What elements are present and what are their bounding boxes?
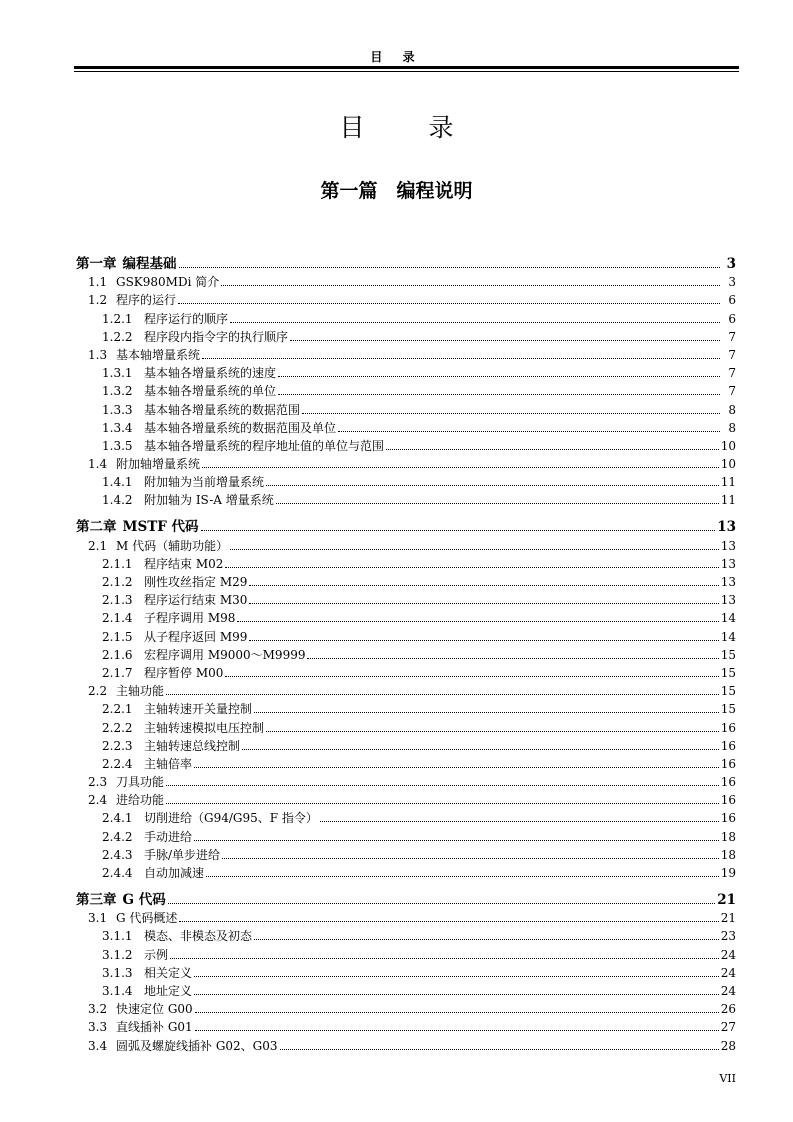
toc-entry[interactable]: [76, 698, 736, 716]
toc-entry[interactable]: [76, 907, 736, 925]
toc-entry-title: 附加轴增量系统: [116, 457, 201, 472]
toc-entry-page: 16: [720, 793, 736, 808]
toc-entry-title: 程序暂停 M00: [144, 665, 224, 680]
toc-entry[interactable]: [76, 962, 736, 980]
toc-entry-page: 6: [728, 311, 736, 326]
toc-entry-title: 快速定位 G00: [116, 1002, 193, 1017]
toc-entry-page: 15: [720, 702, 736, 717]
toc-entry[interactable]: [76, 753, 736, 771]
toc-entry-page: 24: [720, 965, 736, 980]
toc-entry-page: 24: [720, 983, 736, 998]
toc-entry[interactable]: [76, 307, 736, 325]
toc-entry-title: G 代码概述: [116, 911, 178, 926]
toc-entry-number: 2.4: [88, 793, 108, 808]
toc-entry-title: 主轴转速模拟电压控制: [144, 720, 265, 735]
toc-leader-dots: [320, 821, 719, 822]
toc-entry-number: 2.1: [88, 538, 108, 553]
toc-entry-page: 15: [720, 647, 736, 662]
toc-entry-title: 示例: [144, 947, 169, 962]
toc-entry-page: 13: [720, 538, 736, 553]
toc-leader-dots: [237, 621, 718, 622]
toc-entry-page: 6: [728, 293, 736, 308]
toc-entry[interactable]: [76, 807, 736, 825]
toc-entry[interactable]: [76, 980, 736, 998]
toc-leader-dots: [302, 413, 720, 414]
toc-entry[interactable]: [76, 271, 736, 289]
toc-entry-title: 程序段内指令字的执行顺序: [144, 329, 289, 344]
toc-entry[interactable]: [76, 398, 736, 416]
toc-entry-number: 2.2: [88, 684, 108, 699]
header-rule-thick: [74, 66, 739, 69]
toc-entry-number: 2.4.1: [102, 811, 133, 826]
toc-entry-page: 14: [720, 611, 736, 626]
toc-leader-dots: [249, 640, 718, 641]
toc-entry-number: 2.1.3: [102, 593, 133, 608]
toc-entry-title: 程序运行的顺序: [144, 311, 229, 326]
toc-entry-number: 2.4.3: [102, 847, 133, 862]
toc-entry[interactable]: [76, 789, 736, 807]
toc-entry-number: 3.1.1: [102, 929, 133, 944]
toc-leader-dots: [166, 785, 719, 786]
toc-entry-title: MSTF 代码: [122, 519, 199, 536]
toc-leader-dots: [222, 858, 719, 859]
toc-entry[interactable]: [76, 1034, 736, 1052]
toc-entry-page: 16: [720, 756, 736, 771]
toc-entry[interactable]: [76, 943, 736, 961]
toc-entry-number: 3.1: [88, 911, 108, 926]
toc-entry-title: 基本轴各增量系统的速度: [144, 366, 277, 381]
toc-entry-title: GSK980MDi 简介: [116, 275, 220, 290]
toc-entry-title: 地址定义: [144, 983, 193, 998]
toc-leader-dots: [166, 694, 719, 695]
toc-entry-number: 1.4.1: [102, 475, 133, 490]
toc-entry-title: 基本轴各增量系统的程序地址值的单位与范围: [144, 438, 385, 453]
toc-entry-page: 8: [728, 420, 736, 435]
toc-leader-dots: [280, 1049, 719, 1050]
toc-entry-number: 2.4.2: [102, 829, 133, 844]
toc-entry-title: 程序结束 M02: [144, 556, 224, 571]
toc-entry[interactable]: [76, 417, 736, 435]
toc-entry-page: 13: [720, 575, 736, 589]
toc-entry-page: 7: [728, 329, 736, 344]
toc-leader-dots: [276, 503, 719, 504]
toc-entry-title: 模态、非模态及初态: [144, 929, 253, 944]
toc-leader-dots: [278, 376, 720, 377]
toc-entry-page: 7: [728, 347, 736, 362]
table-of-contents: [76, 244, 736, 1053]
toc-leader-dots: [266, 485, 719, 486]
toc-leader-dots: [225, 676, 718, 677]
toc-entry-number: 2.1.2: [102, 575, 133, 589]
toc-entry-number: 1.4.2: [102, 493, 133, 508]
toc-entry[interactable]: [76, 471, 736, 489]
toc-entry-page: 11: [720, 475, 736, 490]
toc-entry-page: 27: [720, 1020, 736, 1035]
toc-entry-page: 16: [720, 720, 736, 735]
toc-entry-title: 程序的运行: [116, 293, 177, 308]
toc-entry[interactable]: [76, 380, 736, 398]
page-title: 目 录: [339, 113, 482, 142]
toc-entry-page: 16: [720, 738, 736, 753]
toc-entry[interactable]: [76, 362, 736, 380]
toc-entry-number: 2.1.5: [102, 629, 133, 644]
toc-chapter-entry[interactable]: [76, 507, 736, 534]
toc-entry-title: 相关定义: [144, 965, 193, 980]
toc-entry[interactable]: [76, 553, 736, 571]
toc-leader-dots: [178, 303, 720, 304]
toc-leader-dots: [338, 431, 720, 432]
toc-leader-dots: [179, 921, 718, 922]
toc-entry-number: 3.4: [88, 1038, 108, 1053]
toc-entry[interactable]: [76, 998, 736, 1016]
toc-entry-number: 2.1.4: [102, 611, 133, 626]
toc-entry-number: 3.1.4: [102, 983, 133, 998]
toc-entry-page: 21: [717, 892, 736, 908]
toc-entry-page: 10: [720, 457, 736, 472]
toc-entry[interactable]: [76, 489, 736, 507]
toc-leader-dots: [206, 876, 719, 877]
toc-entry[interactable]: [76, 644, 736, 662]
toc-leader-dots: [290, 340, 720, 341]
toc-entry[interactable]: [76, 625, 736, 643]
toc-entry-page: 3: [726, 256, 736, 272]
toc-leader-dots: [249, 585, 718, 586]
toc-entry-page: 14: [720, 629, 736, 644]
toc-entry-title: 自动加减速: [144, 866, 205, 880]
toc-entry-page: 16: [720, 811, 736, 826]
toc-leader-dots: [242, 749, 719, 750]
toc-leader-dots: [230, 549, 719, 550]
toc-entry-number: 2.2.2: [102, 720, 133, 735]
toc-entry[interactable]: [76, 844, 736, 862]
toc-chapter-entry[interactable]: [76, 244, 736, 271]
toc-entry-number: 3.1.3: [102, 965, 133, 980]
toc-leader-dots: [179, 267, 721, 268]
toc-entry[interactable]: [76, 825, 736, 843]
toc-chapter-entry[interactable]: [76, 880, 736, 907]
toc-entry-title: 进给功能: [116, 793, 165, 808]
toc-leader-dots: [278, 394, 720, 395]
toc-entry-title: 刀具功能: [116, 775, 165, 790]
toc-leader-dots: [201, 530, 716, 531]
toc-entry-number: 2.4.4: [102, 866, 133, 880]
toc-leader-dots: [225, 567, 718, 568]
toc-entry-number: 1.3.4: [102, 420, 133, 435]
toc-entry-number: 3.3: [88, 1020, 108, 1035]
toc-entry-title: 手动进给: [144, 829, 193, 844]
running-header: 目 录: [370, 50, 423, 64]
toc-entry[interactable]: [76, 289, 736, 307]
toc-entry-title: 基本轴各增量系统的数据范围: [144, 402, 301, 417]
toc-entry[interactable]: [76, 862, 736, 880]
toc-entry-number: 1.4: [88, 457, 108, 472]
toc-entry[interactable]: [76, 534, 736, 552]
toc-entry-number: 3.2: [88, 1002, 108, 1017]
toc-entry-page: 13: [720, 593, 736, 608]
toc-entry-title: M 代码（辅助功能）: [116, 538, 229, 553]
toc-entry-title: 基本轴各增量系统的单位: [144, 384, 277, 399]
toc-leader-dots: [194, 994, 719, 995]
toc-entry-page: 7: [728, 384, 736, 399]
toc-entry-number: 3.1.2: [102, 947, 133, 962]
toc-entry-number: 2.2.1: [102, 702, 133, 717]
toc-entry-title: 刚性攻丝指定 M29: [144, 575, 248, 589]
toc-entry[interactable]: [76, 680, 736, 698]
toc-leader-dots: [166, 803, 719, 804]
toc-entry-title: 主轴功能: [116, 684, 165, 699]
toc-entry-title: 切削进给（G94/G95、F 指令）: [144, 811, 318, 826]
toc-entry-title: 主轴转速开关量控制: [144, 702, 253, 717]
header-rule-thin: [74, 71, 739, 72]
toc-entry-title: 程序运行结束 M30: [144, 593, 248, 608]
toc-leader-dots: [230, 322, 720, 323]
toc-entry[interactable]: [76, 589, 736, 607]
toc-entry-page: 18: [720, 847, 736, 862]
toc-entry-number: 2.1.7: [102, 665, 133, 680]
toc-leader-dots: [249, 603, 718, 604]
toc-entry-number: 1.1: [88, 275, 108, 290]
toc-entry-page: 8: [728, 402, 736, 417]
toc-entry-number: 1.2.1: [102, 311, 133, 326]
toc-entry[interactable]: [76, 326, 736, 344]
toc-entry-page: 21: [720, 911, 736, 926]
toc-entry-number: 1.2.2: [102, 329, 133, 344]
toc-entry-page: 18: [720, 829, 736, 844]
toc-entry-page: 11: [720, 493, 736, 508]
toc-entry[interactable]: [76, 771, 736, 789]
toc-entry-number: 1.2: [88, 293, 108, 308]
toc-entry-number: 第三章: [76, 892, 117, 908]
toc-entry-title: 宏程序调用 M9000～M9999: [144, 647, 306, 662]
toc-entry-title: 从子程序返回 M99: [144, 629, 248, 644]
toc-leader-dots: [195, 1030, 719, 1031]
toc-entry-page: 10: [720, 438, 736, 453]
toc-leader-dots: [254, 712, 719, 713]
toc-entry-page: 13: [720, 556, 736, 571]
toc-entry-title: 附加轴为 IS-A 增量系统: [144, 493, 274, 508]
toc-entry[interactable]: [76, 735, 736, 753]
toc-entry-page: 7: [728, 366, 736, 381]
toc-entry[interactable]: [76, 925, 736, 943]
toc-entry-number: 第一章: [76, 256, 117, 272]
toc-leader-dots: [194, 840, 719, 841]
toc-entry[interactable]: [76, 662, 736, 680]
page-number: VII: [719, 1072, 736, 1085]
toc-entry-page: 24: [720, 947, 736, 962]
toc-leader-dots: [194, 976, 719, 977]
toc-entry-title: 基本轴增量系统: [116, 347, 201, 362]
toc-entry-number: 2.3: [88, 775, 108, 790]
toc-entry[interactable]: [76, 571, 736, 589]
part-title: 第一篇 编程说明: [320, 180, 473, 202]
toc-entry-number: 第二章: [76, 519, 117, 536]
toc-leader-dots: [168, 903, 715, 904]
toc-entry-title: 编程基础: [122, 256, 177, 272]
toc-entry-number: 1.3.3: [102, 402, 133, 417]
toc-entry-number: 1.3.2: [102, 384, 133, 399]
toc-entry-title: 圆弧及螺旋线插补 G02、G03: [116, 1038, 278, 1053]
toc-entry-page: 26: [720, 1002, 736, 1017]
toc-entry-number: 2.2.4: [102, 756, 133, 771]
toc-leader-dots: [221, 285, 720, 286]
toc-leader-dots: [195, 1012, 719, 1013]
toc-entry-page: 15: [720, 665, 736, 680]
toc-leader-dots: [266, 731, 719, 732]
toc-entry-number: 1.3.5: [102, 438, 133, 453]
toc-entry-title: 手脉/单步进给: [144, 847, 221, 862]
toc-entry-number: 1.3: [88, 347, 108, 362]
toc-entry-page: 3: [728, 275, 736, 290]
toc-leader-dots: [202, 358, 720, 359]
toc-entry-page: 13: [717, 519, 736, 536]
toc-entry-title: 基本轴各增量系统的数据范围及单位: [144, 420, 337, 435]
toc-leader-dots: [307, 658, 718, 659]
toc-entry-title: 子程序调用 M98: [144, 611, 236, 626]
toc-entry-page: 23: [720, 929, 736, 944]
toc-leader-dots: [254, 939, 719, 940]
toc-entry[interactable]: [76, 607, 736, 625]
toc-entry-number: 2.1.1: [102, 556, 133, 571]
toc-entry-page: 28: [720, 1038, 736, 1053]
toc-entry-title: 主轴倍率: [144, 756, 193, 771]
toc-entry-page: 16: [720, 775, 736, 790]
toc-entry-number: 2.2.3: [102, 738, 133, 753]
toc-entry-page: 15: [720, 684, 736, 699]
toc-entry[interactable]: [76, 1016, 736, 1034]
toc-leader-dots: [170, 958, 719, 959]
toc-entry-number: 2.1.6: [102, 647, 133, 662]
toc-entry[interactable]: [76, 344, 736, 362]
toc-entry-number: 1.3.1: [102, 366, 133, 381]
toc-entry[interactable]: [76, 453, 736, 471]
toc-entry-title: 直线插补 G01: [116, 1020, 193, 1035]
toc-leader-dots: [194, 767, 719, 768]
toc-entry[interactable]: [76, 716, 736, 734]
toc-entry-title: G 代码: [122, 892, 166, 908]
toc-entry-title: 主轴转速总线控制: [144, 738, 241, 753]
toc-entry-page: 19: [720, 866, 736, 880]
toc-leader-dots: [202, 467, 719, 468]
toc-leader-dots: [386, 449, 719, 450]
toc-entry-title: 附加轴为当前增量系统: [144, 475, 265, 490]
toc-entry[interactable]: [76, 435, 736, 453]
